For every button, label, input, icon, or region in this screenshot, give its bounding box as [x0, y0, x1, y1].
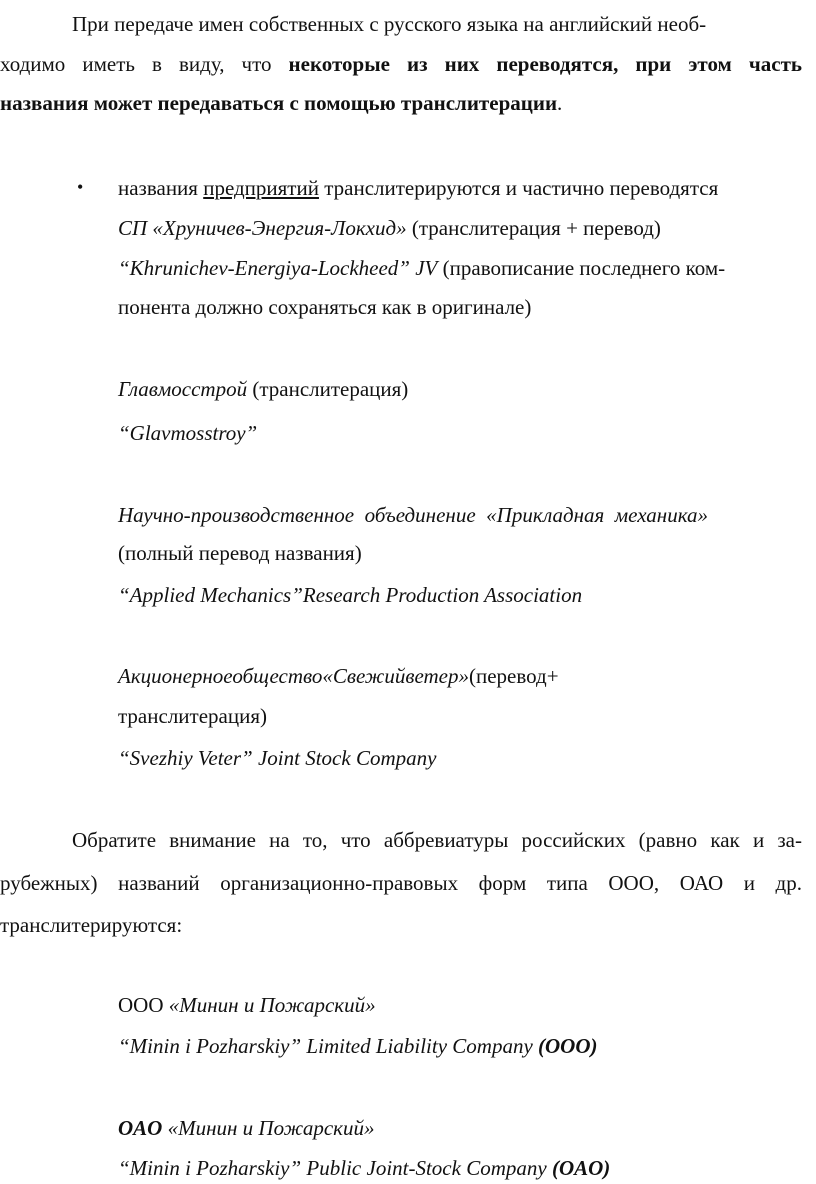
ex2-line2: (полный перевод названия) — [118, 541, 362, 565]
para1-line3-bold: названия может передаваться с помощью транслитерации — [0, 91, 558, 115]
ex2-line1: Научно-производственное объединение «Прикладная механика» — [118, 503, 708, 527]
bullet-line2 — [118, 218, 661, 239]
ex3-line2: транслитерация) — [118, 704, 267, 728]
ex1-line2: “Glavmosstroy” — [118, 421, 258, 445]
bullet-line1 — [118, 178, 718, 199]
ex3-line3: “Svezhiy Veter” Joint Stock Company — [118, 746, 437, 770]
ex5-line2 — [118, 1158, 610, 1179]
para2-line2: рубежных) названий организационно-правовых форм типа ООО, ОАО и др. — [0, 871, 802, 895]
bullet-line2-plain: (транслитерация + перевод) — [406, 216, 661, 240]
ex5-line2-bold-italic: (OAO) — [551, 1156, 611, 1180]
ex4-line2 — [118, 1036, 598, 1057]
bullet-line3-italic: “Khrunichev-Energiya-Lockheed” JV — [118, 256, 438, 280]
bullet-line3 — [118, 258, 725, 279]
ex1-line1-plain: (транслитерация) — [247, 377, 409, 401]
para2-line1-text: Обратите внимание на то, что аббревиатуры российских (равно как и за- — [72, 828, 802, 852]
ex4-line1-plain: ООО — [118, 993, 169, 1017]
bullet-line4: понента должно сохраняться как в оригинале) — [118, 295, 532, 319]
ex1-line1 — [118, 379, 408, 400]
para1-line2 — [0, 54, 802, 75]
bullet-line1-a: названия — [118, 176, 204, 200]
bullet-line1-b: транслитерируются и частично переводятся — [318, 176, 719, 200]
bullet-line3-plain: (правописание последнего ком- — [437, 256, 726, 280]
bullet-icon: • — [77, 177, 84, 197]
ex4-line1-italic: «Минин и Пожарский» — [168, 993, 376, 1017]
ex5-line1-bold-italic: OAO — [118, 1116, 163, 1140]
para1-line1: При передаче имен собственных с русского языка на английский необ- — [72, 12, 707, 36]
ex1-line1-italic: Главмосстрой — [118, 377, 248, 401]
ex2-line3: “Applied Mechanics”Research Production Association — [118, 583, 583, 607]
ex4-line2-bold-italic: (OOO) — [538, 1034, 598, 1058]
ex5-line1 — [118, 1118, 374, 1139]
ex3-line1 — [118, 666, 559, 687]
para1-line2-plain: ходимо иметь в виду, что — [0, 52, 289, 76]
ex4-line2-italic: “Minin i Pozharskiy” Limited Liability Company — [118, 1034, 539, 1058]
para2-line1 — [0, 830, 802, 851]
ex4-line1 — [118, 995, 376, 1016]
ex3-line1-italic: Акционерноеобщество«Свежийветер» — [118, 664, 469, 688]
bullet-line2-italic: СП «Хруничев-Энергия-Локхид» — [118, 216, 407, 240]
para1-line3-end: . — [557, 91, 563, 115]
para1-line3 — [0, 93, 562, 114]
para1-line2-bold: некоторые из них переводятся, при этом часть — [288, 52, 802, 76]
ex5-line2-italic: “Minin i Pozharskiy” Public Joint-Stock Company — [118, 1156, 552, 1180]
ex5-line1-italic: «Минин и Пожарский» — [162, 1116, 375, 1140]
bullet-line1-underlined: предприятий — [203, 176, 319, 200]
para2-line3: транслитерируются: — [0, 913, 183, 937]
ex3-line1-plain: (перевод+ — [468, 664, 559, 688]
